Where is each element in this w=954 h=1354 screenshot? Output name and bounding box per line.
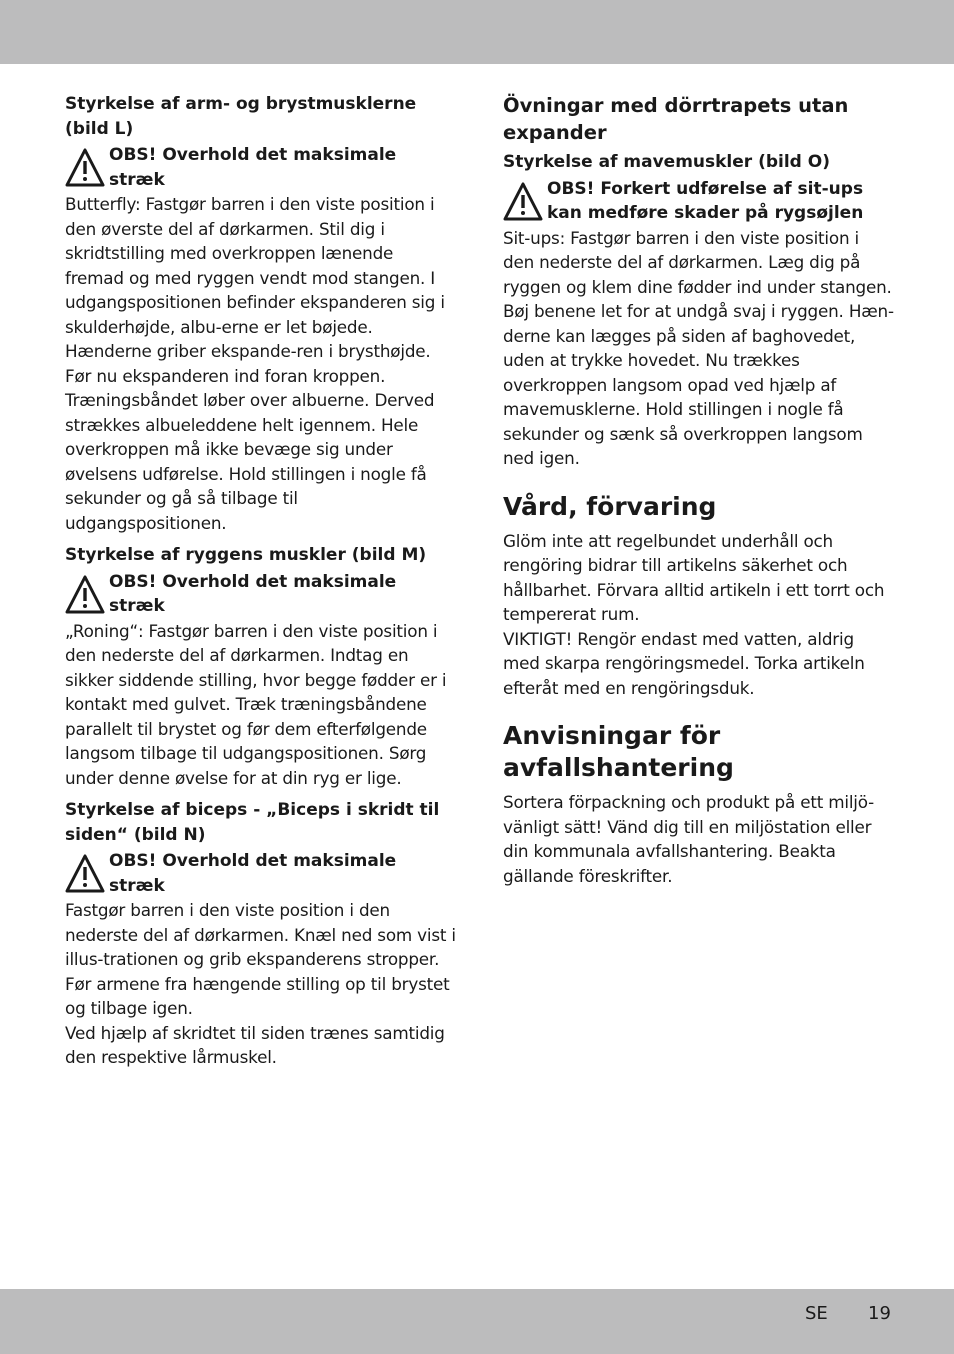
section-title-care-storage: Vård, förvaring bbox=[503, 491, 717, 521]
warning-triangle-icon bbox=[65, 147, 109, 189]
warning-triangle-icon bbox=[503, 181, 547, 223]
left-column bbox=[65, 92, 457, 1070]
paragraph: Glöm inte att regelbundet underhåll och rengöring bidrar till artikelns säkerhet och hållbarhet. Förvara alltid artikeln i ett torrt och tempererat rum. bbox=[503, 530, 885, 624]
warning-triangle-icon bbox=[65, 853, 109, 895]
paragraph: Sortera förpackning och produkt på ett miljö-vänligt sätt! Vänd dig till en miljöstation eller din kommunala avfallshantering. Beakta gällande föreskrifter. bbox=[503, 792, 875, 886]
section-heading-biceps: Styrkelse af biceps - „Biceps i skridt til siden“ (bild N) bbox=[65, 800, 440, 845]
paragraph: „Roning“: Fastgør barren i den viste position i den nederste del af dørkarmen. Indtag en sikker siddende stilling, hvor begge fødder er i kontakt med gulvet. Træk træningsbåndene parallelt til brystet og før dem efterfølgende langsom tilbage til udgangspositionen. Sørg under denne øvelse for at din ryg er lige. bbox=[65, 620, 447, 788]
warning-block bbox=[65, 570, 457, 619]
paragraph: Fastgør barren i den viste position i den nederste del af dørkarmen. Knæl ned som vist i illus-trationen og grib ekspanderens stropper. Før armene fra hængende stilling op til brystet og tilbage igen. bbox=[65, 900, 456, 1018]
warning-text: OBS! Overhold det maksimale stræk bbox=[109, 571, 397, 616]
page-number: 19 bbox=[868, 1303, 891, 1324]
section-subheading-abs: Styrkelse af mavemuskler (bild O) bbox=[503, 152, 830, 172]
warning-text: OBS! Overhold det maksimale stræk bbox=[109, 851, 397, 896]
right-column bbox=[503, 92, 895, 888]
paragraph: VIKTIGT! Rengör endast med vatten, aldrig med skarpa rengöringsmedel. Torka artikeln efteråt med en rengöringsduk. bbox=[503, 628, 865, 698]
section-heading-arm-chest: Styrkelse af arm- og brystmusklerne (bild L) bbox=[65, 94, 417, 139]
section-title-disposal: Anvisningar för avfallshantering bbox=[503, 721, 734, 782]
warning-block bbox=[65, 143, 457, 192]
header-bar bbox=[0, 0, 954, 64]
warning-block bbox=[503, 177, 895, 226]
section-heading-door-trapeze: Övningar med dörrtrapets utan expander bbox=[503, 94, 849, 144]
warning-block bbox=[65, 849, 457, 898]
paragraph: Butterfly: Fastgør barren i den viste position i den øverste del af dørkarmen. Stil dig i skridtstilling med overkroppen lænende fremad og med ryggen vendt mod stangen. I udgangspositionen befinder ekspanderen sig i skulderhøjde, albu-erne er let bøjede. Hænderne griber ekspande-ren i brysthøjde. Før nu ekspanderen ind foran kroppen. Træningsbåndet løber over albuerne. Derved strækkes albueleddene helt igennem. Hele overkroppen må ikke bevæge sig under øvelsens udførelse. Hold stillingen i nogle få sekunder og gå så tilbage til udgangspositionen. bbox=[65, 194, 445, 533]
warning-text: OBS! Overhold det maksimale stræk bbox=[109, 145, 397, 190]
section-heading-back: Styrkelse af ryggens muskler (bild M) bbox=[65, 545, 427, 565]
paragraph: Ved hjælp af skridtet til siden trænes samtidig den respektive lårmuskel. bbox=[65, 1022, 445, 1067]
warning-text: OBS! Forkert udførelse af sit-ups kan medføre skader på rygsøjlen bbox=[547, 178, 864, 223]
footer-language-code: SE bbox=[805, 1303, 828, 1324]
paragraph: Sit-ups: Fastgør barren i den viste position i den nederste del af dørkarmen. Læg dig på ryggen og klem dine fødder ind under stangen. Bøj benene let for at undgå svaj i ryggen. Hæn-derne kan lægges på siden af baghovedet, uden at trykke hovedet. Nu trækkes overkroppen langsom opad ved hjælp af mavemusklerne. Hold stillingen i nogle få sekunder og sænk så overkroppen langsom ned igen. bbox=[503, 227, 894, 468]
warning-triangle-icon bbox=[65, 574, 109, 616]
